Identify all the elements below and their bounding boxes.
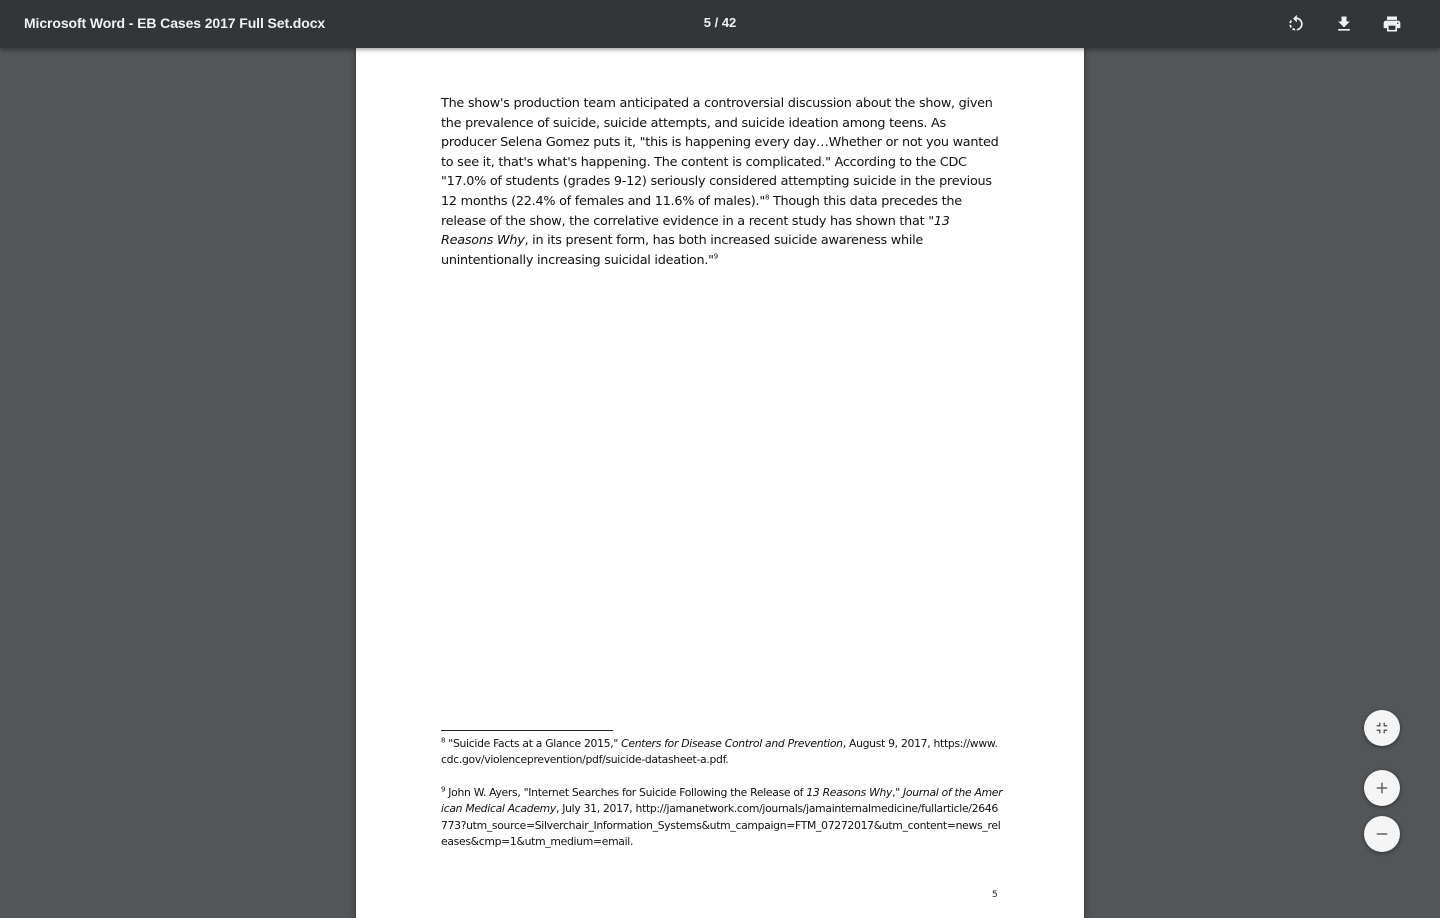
- pdf-toolbar: [0, 0, 1440, 48]
- total-page-count: 42: [721, 15, 737, 30]
- footnote-title-italic: 13 Reasons Why: [806, 786, 893, 799]
- show-title-italic: 13 Reasons Why: [441, 213, 950, 249]
- footnote-text: John W. Ayers, "Internet Searches for Suicide Following the Release of: [445, 786, 807, 799]
- page-separator: /: [714, 15, 719, 30]
- footnote-ref-8: 8: [764, 193, 770, 202]
- footnote-text: , August 9, 2017, https://www.cdc.gov/violenceprevention/pdf/suicide-datasheet-a.pdf.: [441, 737, 998, 767]
- print-button[interactable]: [1376, 8, 1408, 40]
- footnote-source-italic: Centers for Disease Control and Prevention: [621, 737, 843, 750]
- footnote-mark: 9: [441, 785, 446, 794]
- body-text-part-1: The show's production team anticipated a controversial discussion about the show, given the prevalence of suicide, suicide attempts, and suicide ideation among teens. As producer Selena Gomez puts it, "this is happening every day…Whether or not you wanted to see it, that's what's happening. The content is complicated." According to the CDC "17.0% of students (grades 9-12) seriously considered attempting suicide in the previous 12 months (22.4% of females and 11.6% of males).": [441, 96, 999, 209]
- footnote-ref-9: 9: [713, 252, 719, 261]
- print-icon: [1382, 14, 1402, 34]
- footnote-text: "Suicide Facts at a Glance 2015,": [445, 737, 622, 750]
- pdf-page: [356, 48, 1084, 918]
- zoom-in-icon: [1373, 779, 1391, 797]
- download-button[interactable]: [1328, 8, 1360, 40]
- fit-page-icon: [1373, 719, 1391, 737]
- footnote-8: [441, 736, 1003, 769]
- page-number-footer: 5: [992, 890, 998, 900]
- body-paragraph: [441, 94, 999, 270]
- body-text-part-2: Though this data precedes the release of the show, the correlative evidence in a recent study has shown that ": [441, 193, 962, 229]
- rotate-button[interactable]: [1280, 8, 1312, 40]
- zoom-out-button[interactable]: [1364, 816, 1400, 852]
- zoom-out-icon: [1373, 825, 1391, 843]
- document-title: Microsoft Word - EB Cases 2017 Full Set.docx: [24, 15, 326, 31]
- footnote-text: , July 31, 2017, http://jamanetwork.com/journals/jamainternalmedicine/fullarticle/2646773?utm_source=Silverchair_Information_Systems&utm_campaign=FTM_07272017&utm_content=news_releases&cmp=1&utm_medium=email.: [441, 802, 1001, 848]
- body-text-part-3: , in its present form, has both increased suicide awareness while unintentionally increasing suicidal ideation.": [441, 233, 924, 268]
- zoom-in-button[interactable]: [1364, 770, 1400, 806]
- footnote-9: [441, 785, 1003, 850]
- footnote-separator: [441, 730, 613, 731]
- rotate-icon: [1286, 14, 1306, 34]
- fit-to-page-button[interactable]: [1364, 710, 1400, 746]
- footnote-mark: 8: [441, 736, 446, 745]
- footnote-text: ,": [892, 786, 904, 799]
- current-page-number[interactable]: 5: [703, 15, 711, 30]
- footnote-journal-italic: Journal of the American Medical Academy: [441, 786, 1003, 816]
- download-icon: [1334, 14, 1354, 34]
